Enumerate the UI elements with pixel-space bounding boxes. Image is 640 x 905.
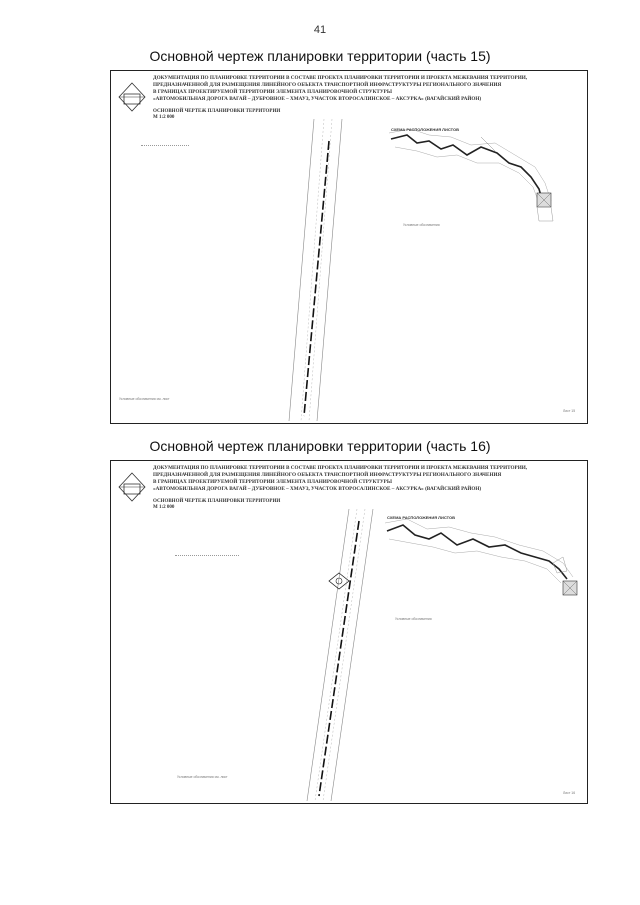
header-line: «АВТОМОБИЛЬНАЯ ДОРОГА ВАГАЙ – ДУБРОВНОЕ – ХМАУЗ, УЧАСТОК ВТОРОСАЛИНСКОЕ – АКСУРКА» (ВАГАЙСКИЙ РАЙОН): [153, 486, 482, 492]
header-line: ДОКУМЕНТАЦИЯ ПО ПЛАНИРОВКЕ ТЕРРИТОРИИ В СОСТАВЕ ПРОЕКТА ПЛАНИРОВКИ ТЕРРИТОРИИ И ПРОЕКТА МЕЖЕВАНИЯ ТЕРРИТОРИИ,: [153, 465, 528, 471]
footer-note: Условные обозначения см. лист: [177, 775, 228, 779]
leader-line: [175, 555, 239, 556]
header-line: В ГРАНИЦАХ ПРОЕКТИРУЕМОЙ ТЕРРИТОРИИ ЭЛЕМЕНТА ПЛАНИРОВОЧНОЙ СТРУКТУРЫ: [153, 89, 392, 95]
leader-line: [141, 145, 189, 146]
road-drawing: [111, 71, 587, 423]
header-line: ДОКУМЕНТАЦИЯ ПО ПЛАНИРОВКЕ ТЕРРИТОРИИ В СОСТАВЕ ПРОЕКТА ПЛАНИРОВКИ ТЕРРИТОРИИ И ПРОЕКТА МЕЖЕВАНИЯ ТЕРРИТОРИИ,: [153, 75, 528, 81]
sheet-scale: М 1:2 000: [153, 505, 175, 510]
drawing-sheet-15: [110, 70, 588, 424]
header-line: В ГРАНИЦАХ ПРОЕКТИРУЕМОЙ ТЕРРИТОРИИ ЭЛЕМЕНТА ПЛАНИРОВОЧНОЙ СТРУКТУРЫ: [153, 479, 392, 485]
sheet-scale: М 1:2 000: [153, 115, 175, 120]
sheet-code: Лист 15: [563, 409, 576, 413]
page-number: 41: [313, 24, 327, 36]
header-line: ПРЕДНАЗНАЧЕННОЙ ДЛЯ РАЗМЕЩЕНИЯ ЛИНЕЙНОГО ОБЪЕКТА ТРАНСПОРТНОЙ ИНФРАСТРУКТУРЫ РЕГИОНАЛЬНОГО ЗНАЧЕНИЯ: [153, 472, 502, 478]
scheme-title: СХЕМА РАСПОЛОЖЕНИЯ ЛИСТОВ: [391, 127, 459, 132]
sheet-caption: Основной чертеж планировки территории (часть 16): [149, 438, 491, 454]
scheme-title: СХЕМА РАСПОЛОЖЕНИЯ ЛИСТОВ: [387, 515, 455, 520]
header-line: «АВТОМОБИЛЬНАЯ ДОРОГА ВАГАЙ – ДУБРОВНОЕ – ХМАУЗ, УЧАСТОК ВТОРОСАЛИНСКОЕ – АКСУРКА» (ВАГАЙСКИЙ РАЙОН): [153, 96, 482, 102]
sheet-subtitle: ОСНОВНОЙ ЧЕРТЕЖ ПЛАНИРОВКИ ТЕРРИТОРИИ: [153, 109, 281, 114]
footer-note: Условные обозначения см. лист: [119, 397, 170, 401]
sheet-subtitle: ОСНОВНОЙ ЧЕРТЕЖ ПЛАНИРОВКИ ТЕРРИТОРИИ: [153, 499, 281, 504]
header-line: ПРЕДНАЗНАЧЕННОЙ ДЛЯ РАЗМЕЩЕНИЯ ЛИНЕЙНОГО ОБЪЕКТА ТРАНСПОРТНОЙ ИНФРАСТРУКТУРЫ РЕГИОНАЛЬНОГО ЗНАЧЕНИЯ: [153, 82, 502, 88]
road-drawing: [111, 461, 587, 803]
drawing-sheet-16: [110, 460, 588, 804]
scheme-note: Условные обозначения: [395, 617, 432, 621]
sheet-caption: Основной чертеж планировки территории (часть 15): [149, 48, 491, 64]
scheme-note: Условные обозначения: [403, 223, 440, 227]
sheet-code: Лист 16: [563, 791, 576, 795]
